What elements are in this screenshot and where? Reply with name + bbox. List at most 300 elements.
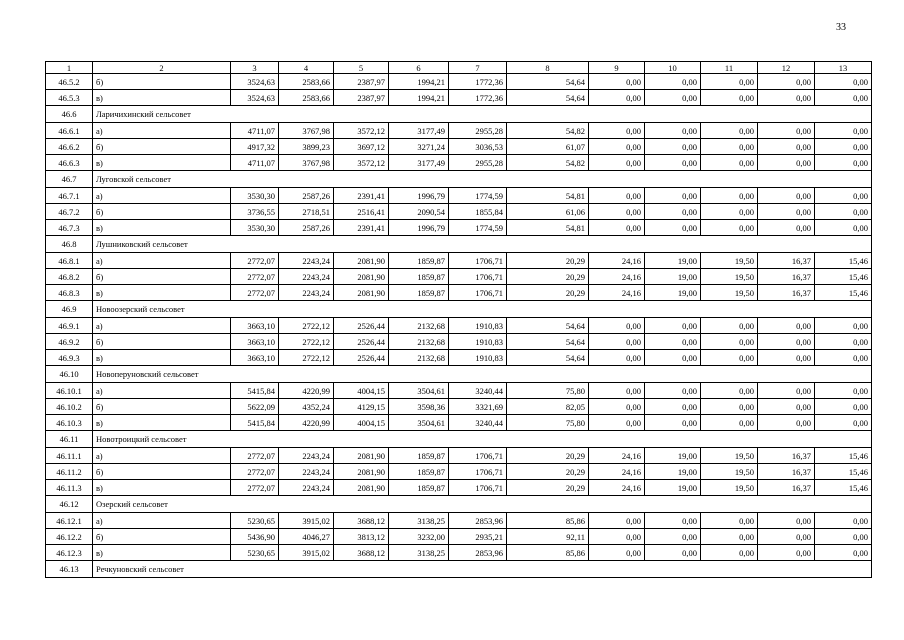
value-cell: 0,00 bbox=[815, 155, 872, 171]
row-number: 46.8.3 bbox=[46, 285, 93, 301]
value-cell: 54,82 bbox=[507, 155, 589, 171]
row-label: а) bbox=[93, 253, 231, 269]
value-cell: 2081,90 bbox=[334, 464, 389, 480]
value-cell: 1859,87 bbox=[389, 448, 449, 464]
value-cell: 2526,44 bbox=[334, 334, 389, 350]
value-cell: 54,64 bbox=[507, 350, 589, 366]
value-cell: 0,00 bbox=[589, 74, 645, 90]
value-cell: 20,29 bbox=[507, 480, 589, 496]
value-cell: 3572,12 bbox=[334, 123, 389, 139]
value-cell: 85,86 bbox=[507, 513, 589, 529]
section-row bbox=[46, 561, 872, 578]
page-number: 33 bbox=[836, 22, 846, 33]
value-cell: 0,00 bbox=[589, 155, 645, 171]
row-label: а) bbox=[93, 513, 231, 529]
value-cell: 0,00 bbox=[645, 90, 701, 106]
value-cell: 2243,24 bbox=[279, 269, 334, 285]
value-cell: 0,00 bbox=[645, 383, 701, 399]
value-cell: 15,46 bbox=[815, 285, 872, 301]
value-cell: 61,06 bbox=[507, 204, 589, 220]
value-cell: 4917,32 bbox=[231, 139, 279, 155]
value-cell: 4711,07 bbox=[231, 123, 279, 139]
value-cell: 3530,30 bbox=[231, 188, 279, 204]
row-number: 46.8 bbox=[46, 236, 93, 253]
value-cell: 3767,98 bbox=[279, 155, 334, 171]
row-label: а) bbox=[93, 383, 231, 399]
value-cell: 0,00 bbox=[701, 155, 758, 171]
value-cell: 2772,07 bbox=[231, 448, 279, 464]
column-header: 5 bbox=[334, 62, 389, 74]
value-cell: 19,50 bbox=[701, 269, 758, 285]
value-cell: 0,00 bbox=[758, 350, 815, 366]
value-cell: 4352,24 bbox=[279, 399, 334, 415]
value-cell: 2955,28 bbox=[449, 123, 507, 139]
value-cell: 0,00 bbox=[758, 220, 815, 236]
value-cell: 3663,10 bbox=[231, 318, 279, 334]
value-cell: 2772,07 bbox=[231, 269, 279, 285]
value-cell: 4129,15 bbox=[334, 399, 389, 415]
value-cell: 0,00 bbox=[701, 90, 758, 106]
value-cell: 0,00 bbox=[589, 90, 645, 106]
row-label: а) bbox=[93, 123, 231, 139]
value-cell: 2391,41 bbox=[334, 188, 389, 204]
row-label: а) bbox=[93, 448, 231, 464]
value-cell: 19,50 bbox=[701, 464, 758, 480]
row-label: б) bbox=[93, 74, 231, 90]
value-cell: 0,00 bbox=[758, 334, 815, 350]
value-cell: 3688,12 bbox=[334, 513, 389, 529]
value-cell: 0,00 bbox=[758, 139, 815, 155]
value-cell: 2772,07 bbox=[231, 285, 279, 301]
value-cell: 3036,53 bbox=[449, 139, 507, 155]
value-cell: 2243,24 bbox=[279, 464, 334, 480]
section-title: Речкуновский сельсовет bbox=[93, 561, 872, 578]
value-cell: 1706,71 bbox=[449, 448, 507, 464]
table-row bbox=[46, 545, 872, 561]
section-row bbox=[46, 301, 872, 318]
value-cell: 0,00 bbox=[645, 220, 701, 236]
value-cell: 0,00 bbox=[758, 204, 815, 220]
value-cell: 1706,71 bbox=[449, 464, 507, 480]
row-number: 46.5.2 bbox=[46, 74, 93, 90]
value-cell: 0,00 bbox=[815, 139, 872, 155]
value-cell: 0,00 bbox=[701, 204, 758, 220]
value-cell: 3232,00 bbox=[389, 529, 449, 545]
value-cell: 0,00 bbox=[589, 204, 645, 220]
value-cell: 19,00 bbox=[645, 448, 701, 464]
row-label: в) bbox=[93, 415, 231, 431]
value-cell: 24,16 bbox=[589, 448, 645, 464]
value-cell: 0,00 bbox=[815, 513, 872, 529]
value-cell: 0,00 bbox=[758, 529, 815, 545]
value-cell: 20,29 bbox=[507, 253, 589, 269]
section-title: Озерский сельсовет bbox=[93, 496, 872, 513]
value-cell: 0,00 bbox=[645, 529, 701, 545]
value-cell: 1994,21 bbox=[389, 74, 449, 90]
value-cell: 1706,71 bbox=[449, 269, 507, 285]
value-cell: 2132,68 bbox=[389, 318, 449, 334]
value-cell: 0,00 bbox=[758, 318, 815, 334]
value-cell: 2722,12 bbox=[279, 318, 334, 334]
value-cell: 1859,87 bbox=[389, 253, 449, 269]
section-row bbox=[46, 496, 872, 513]
table-row bbox=[46, 123, 872, 139]
value-cell: 20,29 bbox=[507, 269, 589, 285]
table-row bbox=[46, 253, 872, 269]
value-cell: 15,46 bbox=[815, 464, 872, 480]
value-cell: 2243,24 bbox=[279, 480, 334, 496]
row-number: 46.8.2 bbox=[46, 269, 93, 285]
table-row bbox=[46, 334, 872, 350]
value-cell: 0,00 bbox=[589, 513, 645, 529]
value-cell: 15,46 bbox=[815, 269, 872, 285]
value-cell: 1859,87 bbox=[389, 269, 449, 285]
value-cell: 3321,69 bbox=[449, 399, 507, 415]
table-row bbox=[46, 464, 872, 480]
value-cell: 2387,97 bbox=[334, 90, 389, 106]
value-cell: 3240,44 bbox=[449, 383, 507, 399]
value-cell: 0,00 bbox=[758, 513, 815, 529]
value-cell: 75,80 bbox=[507, 383, 589, 399]
value-cell: 0,00 bbox=[701, 220, 758, 236]
value-cell: 0,00 bbox=[589, 350, 645, 366]
value-cell: 16,37 bbox=[758, 464, 815, 480]
value-cell: 3663,10 bbox=[231, 334, 279, 350]
value-cell: 19,50 bbox=[701, 448, 758, 464]
value-cell: 15,46 bbox=[815, 448, 872, 464]
value-cell: 1859,87 bbox=[389, 480, 449, 496]
value-cell: 5415,84 bbox=[231, 383, 279, 399]
value-cell: 2718,51 bbox=[279, 204, 334, 220]
value-cell: 20,29 bbox=[507, 464, 589, 480]
value-cell: 16,37 bbox=[758, 269, 815, 285]
row-label: б) bbox=[93, 334, 231, 350]
row-number: 46.6.3 bbox=[46, 155, 93, 171]
value-cell: 3813,12 bbox=[334, 529, 389, 545]
value-cell: 0,00 bbox=[815, 90, 872, 106]
value-cell: 0,00 bbox=[815, 334, 872, 350]
value-cell: 3504,61 bbox=[389, 415, 449, 431]
value-cell: 0,00 bbox=[589, 139, 645, 155]
value-cell: 16,37 bbox=[758, 285, 815, 301]
row-number: 46.9.2 bbox=[46, 334, 93, 350]
table-row bbox=[46, 204, 872, 220]
row-number: 46.7.2 bbox=[46, 204, 93, 220]
row-label: б) bbox=[93, 204, 231, 220]
value-cell: 2081,90 bbox=[334, 285, 389, 301]
value-cell: 1996,79 bbox=[389, 220, 449, 236]
value-cell: 2526,44 bbox=[334, 350, 389, 366]
column-header: 1 bbox=[46, 62, 93, 74]
value-cell: 19,50 bbox=[701, 480, 758, 496]
value-cell: 85,86 bbox=[507, 545, 589, 561]
value-cell: 0,00 bbox=[815, 529, 872, 545]
column-header: 9 bbox=[589, 62, 645, 74]
value-cell: 1774,59 bbox=[449, 220, 507, 236]
value-cell: 2583,66 bbox=[279, 90, 334, 106]
table-row bbox=[46, 448, 872, 464]
value-cell: 0,00 bbox=[758, 188, 815, 204]
value-cell: 16,37 bbox=[758, 480, 815, 496]
value-cell: 0,00 bbox=[815, 123, 872, 139]
value-cell: 24,16 bbox=[589, 253, 645, 269]
value-cell: 19,00 bbox=[645, 253, 701, 269]
section-title: Ларичихинский сельсовет bbox=[93, 106, 872, 123]
value-cell: 19,00 bbox=[645, 269, 701, 285]
value-cell: 16,37 bbox=[758, 448, 815, 464]
value-cell: 0,00 bbox=[645, 318, 701, 334]
column-header: 4 bbox=[279, 62, 334, 74]
row-number: 46.10.3 bbox=[46, 415, 93, 431]
value-cell: 4220,99 bbox=[279, 383, 334, 399]
value-cell: 0,00 bbox=[758, 155, 815, 171]
table-row bbox=[46, 220, 872, 236]
value-cell: 2516,41 bbox=[334, 204, 389, 220]
value-cell: 0,00 bbox=[758, 90, 815, 106]
value-cell: 3240,44 bbox=[449, 415, 507, 431]
value-cell: 19,50 bbox=[701, 285, 758, 301]
table-row bbox=[46, 415, 872, 431]
table-row bbox=[46, 399, 872, 415]
row-number: 46.11.1 bbox=[46, 448, 93, 464]
value-cell: 2772,07 bbox=[231, 253, 279, 269]
value-cell: 19,00 bbox=[645, 285, 701, 301]
value-cell: 20,29 bbox=[507, 448, 589, 464]
row-number: 46.12.1 bbox=[46, 513, 93, 529]
column-header: 11 bbox=[701, 62, 758, 74]
value-cell: 0,00 bbox=[589, 415, 645, 431]
value-cell: 0,00 bbox=[589, 383, 645, 399]
row-label: б) bbox=[93, 139, 231, 155]
table-row bbox=[46, 529, 872, 545]
value-cell: 0,00 bbox=[645, 334, 701, 350]
value-cell: 1859,87 bbox=[389, 285, 449, 301]
value-cell: 0,00 bbox=[589, 334, 645, 350]
row-number: 46.12 bbox=[46, 496, 93, 513]
value-cell: 0,00 bbox=[701, 188, 758, 204]
value-cell: 0,00 bbox=[815, 204, 872, 220]
row-number: 46.7.3 bbox=[46, 220, 93, 236]
value-cell: 5622,09 bbox=[231, 399, 279, 415]
value-cell: 3915,02 bbox=[279, 513, 334, 529]
row-number: 46.10.1 bbox=[46, 383, 93, 399]
column-header: 13 bbox=[815, 62, 872, 74]
value-cell: 2243,24 bbox=[279, 253, 334, 269]
column-header: 7 bbox=[449, 62, 507, 74]
row-number: 46.9 bbox=[46, 301, 93, 318]
value-cell: 1706,71 bbox=[449, 253, 507, 269]
value-cell: 2132,68 bbox=[389, 334, 449, 350]
value-cell: 2587,26 bbox=[279, 220, 334, 236]
value-cell: 0,00 bbox=[815, 188, 872, 204]
value-cell: 0,00 bbox=[758, 123, 815, 139]
row-number: 46.11.3 bbox=[46, 480, 93, 496]
value-cell: 3138,25 bbox=[389, 545, 449, 561]
value-cell: 0,00 bbox=[701, 334, 758, 350]
table-row bbox=[46, 383, 872, 399]
table-row bbox=[46, 350, 872, 366]
value-cell: 0,00 bbox=[645, 139, 701, 155]
table-body bbox=[46, 74, 872, 578]
row-number: 46.12.2 bbox=[46, 529, 93, 545]
table-row bbox=[46, 513, 872, 529]
value-cell: 3504,61 bbox=[389, 383, 449, 399]
row-label: б) bbox=[93, 464, 231, 480]
tariff-table bbox=[45, 61, 872, 578]
table-row bbox=[46, 285, 872, 301]
value-cell: 4004,15 bbox=[334, 383, 389, 399]
value-cell: 0,00 bbox=[645, 74, 701, 90]
value-cell: 2081,90 bbox=[334, 253, 389, 269]
value-cell: 0,00 bbox=[758, 74, 815, 90]
value-cell: 0,00 bbox=[645, 399, 701, 415]
value-cell: 0,00 bbox=[589, 399, 645, 415]
value-cell: 75,80 bbox=[507, 415, 589, 431]
section-row bbox=[46, 171, 872, 188]
value-cell: 0,00 bbox=[645, 204, 701, 220]
row-label: б) bbox=[93, 399, 231, 415]
value-cell: 0,00 bbox=[645, 415, 701, 431]
value-cell: 3138,25 bbox=[389, 513, 449, 529]
value-cell: 0,00 bbox=[815, 318, 872, 334]
value-cell: 3697,12 bbox=[334, 139, 389, 155]
row-number: 46.7.1 bbox=[46, 188, 93, 204]
value-cell: 2391,41 bbox=[334, 220, 389, 236]
value-cell: 3767,98 bbox=[279, 123, 334, 139]
value-cell: 0,00 bbox=[589, 318, 645, 334]
value-cell: 3572,12 bbox=[334, 155, 389, 171]
value-cell: 54,64 bbox=[507, 74, 589, 90]
section-row bbox=[46, 431, 872, 448]
row-number: 46.8.1 bbox=[46, 253, 93, 269]
value-cell: 5415,84 bbox=[231, 415, 279, 431]
row-number: 46.10 bbox=[46, 366, 93, 383]
column-header: 10 bbox=[645, 62, 701, 74]
section-title: Новоперуновский сельсовет bbox=[93, 366, 872, 383]
row-number: 46.5.3 bbox=[46, 90, 93, 106]
value-cell: 0,00 bbox=[815, 415, 872, 431]
row-label: б) bbox=[93, 529, 231, 545]
value-cell: 0,00 bbox=[589, 545, 645, 561]
value-cell: 0,00 bbox=[701, 415, 758, 431]
value-cell: 5436,90 bbox=[231, 529, 279, 545]
row-label: в) bbox=[93, 480, 231, 496]
value-cell: 19,00 bbox=[645, 464, 701, 480]
value-cell: 0,00 bbox=[758, 383, 815, 399]
value-cell: 54,82 bbox=[507, 123, 589, 139]
value-cell: 1706,71 bbox=[449, 480, 507, 496]
value-cell: 3271,24 bbox=[389, 139, 449, 155]
value-cell: 3177,49 bbox=[389, 155, 449, 171]
row-number: 46.6.2 bbox=[46, 139, 93, 155]
value-cell: 0,00 bbox=[589, 529, 645, 545]
value-cell: 2722,12 bbox=[279, 350, 334, 366]
value-cell: 1859,87 bbox=[389, 464, 449, 480]
value-cell: 0,00 bbox=[758, 399, 815, 415]
value-cell: 0,00 bbox=[701, 74, 758, 90]
table-row bbox=[46, 188, 872, 204]
value-cell: 24,16 bbox=[589, 269, 645, 285]
row-label: в) bbox=[93, 350, 231, 366]
column-header: 12 bbox=[758, 62, 815, 74]
value-cell: 3915,02 bbox=[279, 545, 334, 561]
row-number: 46.6.1 bbox=[46, 123, 93, 139]
value-cell: 1772,36 bbox=[449, 90, 507, 106]
value-cell: 0,00 bbox=[701, 123, 758, 139]
row-number: 46.11 bbox=[46, 431, 93, 448]
value-cell: 2772,07 bbox=[231, 464, 279, 480]
column-header: 3 bbox=[231, 62, 279, 74]
value-cell: 1772,36 bbox=[449, 74, 507, 90]
value-cell: 3598,36 bbox=[389, 399, 449, 415]
value-cell: 15,46 bbox=[815, 253, 872, 269]
row-number: 46.7 bbox=[46, 171, 93, 188]
row-label: в) bbox=[93, 545, 231, 561]
value-cell: 2387,97 bbox=[334, 74, 389, 90]
value-cell: 0,00 bbox=[815, 220, 872, 236]
value-cell: 1910,83 bbox=[449, 318, 507, 334]
value-cell: 0,00 bbox=[701, 529, 758, 545]
header-row bbox=[46, 62, 872, 74]
value-cell: 0,00 bbox=[645, 123, 701, 139]
value-cell: 0,00 bbox=[815, 545, 872, 561]
value-cell: 4046,27 bbox=[279, 529, 334, 545]
value-cell: 2243,24 bbox=[279, 285, 334, 301]
value-cell: 2935,21 bbox=[449, 529, 507, 545]
value-cell: 2583,66 bbox=[279, 74, 334, 90]
value-cell: 3524,63 bbox=[231, 90, 279, 106]
value-cell: 0,00 bbox=[701, 383, 758, 399]
row-number: 46.11.2 bbox=[46, 464, 93, 480]
row-label: в) bbox=[93, 285, 231, 301]
value-cell: 54,81 bbox=[507, 188, 589, 204]
value-cell: 24,16 bbox=[589, 464, 645, 480]
row-label: в) bbox=[93, 220, 231, 236]
value-cell: 5230,65 bbox=[231, 513, 279, 529]
value-cell: 3524,63 bbox=[231, 74, 279, 90]
value-cell: 54,64 bbox=[507, 318, 589, 334]
value-cell: 0,00 bbox=[815, 399, 872, 415]
table-row bbox=[46, 269, 872, 285]
section-row bbox=[46, 236, 872, 253]
value-cell: 1774,59 bbox=[449, 188, 507, 204]
row-number: 46.10.2 bbox=[46, 399, 93, 415]
value-cell: 54,64 bbox=[507, 90, 589, 106]
table-row bbox=[46, 318, 872, 334]
value-cell: 20,29 bbox=[507, 285, 589, 301]
row-number: 46.12.3 bbox=[46, 545, 93, 561]
value-cell: 0,00 bbox=[815, 74, 872, 90]
value-cell: 0,00 bbox=[701, 350, 758, 366]
value-cell: 1996,79 bbox=[389, 188, 449, 204]
value-cell: 2090,54 bbox=[389, 204, 449, 220]
row-label: б) bbox=[93, 269, 231, 285]
value-cell: 2853,96 bbox=[449, 545, 507, 561]
row-number: 46.9.1 bbox=[46, 318, 93, 334]
row-label: а) bbox=[93, 318, 231, 334]
section-title: Новотроицкий сельсовет bbox=[93, 431, 872, 448]
value-cell: 1994,21 bbox=[389, 90, 449, 106]
value-cell: 15,46 bbox=[815, 480, 872, 496]
value-cell: 2722,12 bbox=[279, 334, 334, 350]
value-cell: 4711,07 bbox=[231, 155, 279, 171]
section-title: Лушниковский сельсовет bbox=[93, 236, 872, 253]
value-cell: 0,00 bbox=[701, 318, 758, 334]
value-cell: 19,00 bbox=[645, 480, 701, 496]
value-cell: 0,00 bbox=[645, 513, 701, 529]
value-cell: 3899,23 bbox=[279, 139, 334, 155]
value-cell: 0,00 bbox=[645, 350, 701, 366]
